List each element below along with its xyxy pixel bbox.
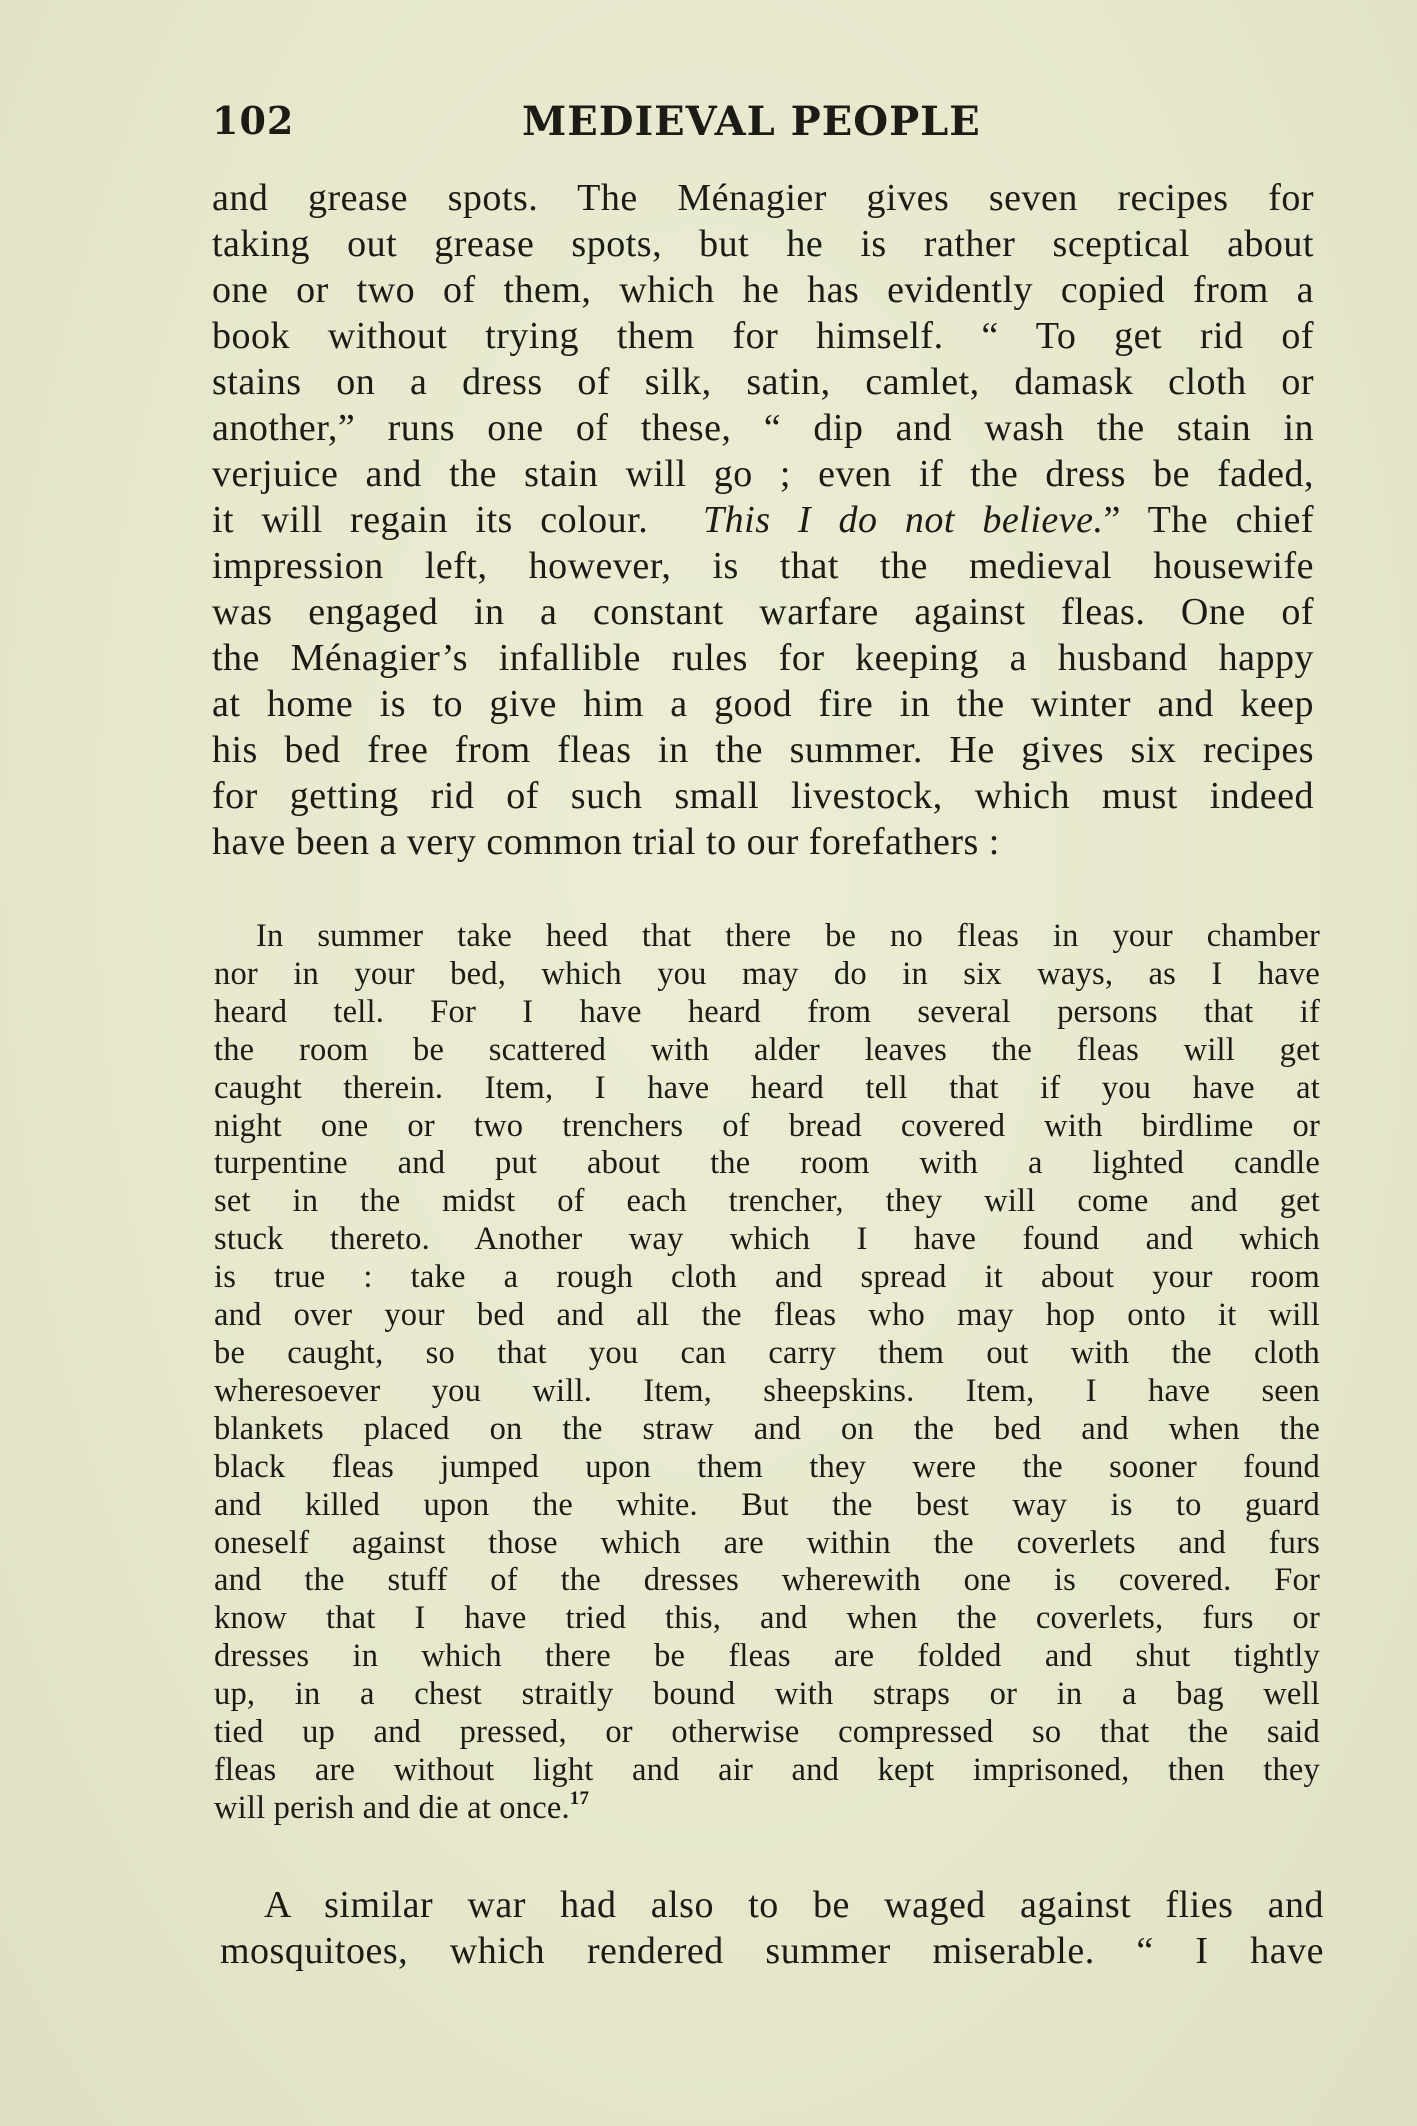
text-segment: will perish and die at once. bbox=[214, 1789, 570, 1826]
quote-line: blankets placed on the straw and on the bed and when the bbox=[214, 1410, 1320, 1447]
italic-phrase: This I do not believe. bbox=[703, 499, 1104, 541]
text-line: book without trying them for himself. “ To get rid of bbox=[212, 315, 1314, 357]
text-line: another,” runs one of these, “ dip and wash the stain in bbox=[212, 407, 1314, 449]
footnote-marker: 17 bbox=[569, 1787, 590, 1809]
text-line: A similar war had also to be waged against flies and bbox=[264, 1884, 1324, 1926]
quote-line: tied up and pressed, or otherwise compressed so that the said bbox=[214, 1714, 1320, 1751]
quote-line: wheresoever you will. Item, sheepskins. Item, I have seen bbox=[214, 1372, 1320, 1409]
text-line: taking out grease spots, but he is rather sceptical about bbox=[212, 223, 1314, 265]
quote-line: and over your bed and all the fleas who may hop onto it will bbox=[214, 1297, 1320, 1334]
text-line: have been a very common trial to our forefathers : bbox=[212, 821, 1000, 863]
quote-line: fleas are without light and air and kept imprisoned, then they bbox=[214, 1751, 1320, 1788]
body-paragraph-1 bbox=[212, 175, 1314, 865]
quote-line: up, in a chest straitly bound with straps or in a bag well bbox=[214, 1676, 1320, 1713]
text-segment: ” The chief bbox=[1103, 499, 1315, 541]
quote-line: dresses in which there be fleas are folded and shut tightly bbox=[214, 1638, 1320, 1675]
text-line: mosquitoes, which rendered summer miserable. “ I have bbox=[220, 1930, 1324, 1972]
quote-line: and killed upon the white. But the best way is to guard bbox=[214, 1486, 1320, 1523]
text-line: impression left, however, is that the medieval housewife bbox=[212, 545, 1314, 587]
quote-line-final bbox=[214, 1787, 1320, 1828]
page-number: 102 bbox=[212, 98, 295, 143]
quote-line: and the stuff of the dresses wherewith one is covered. For bbox=[214, 1562, 1320, 1599]
text-segment: it will regain its colour. bbox=[212, 499, 649, 541]
quote-line: black fleas jumped upon them they were the sooner found bbox=[214, 1448, 1320, 1485]
text-line: for getting rid of such small livestock, which must indeed bbox=[212, 775, 1314, 817]
text-line: one or two of them, which he has evidently copied from a bbox=[212, 269, 1314, 311]
body-paragraph-3 bbox=[220, 1882, 1324, 1974]
running-head: MEDIEVAL PEOPLE bbox=[522, 98, 981, 145]
quote-line: In summer take heed that there be no fleas in your chamber bbox=[256, 918, 1320, 954]
quote-line: set in the midst of each trencher, they will come and get bbox=[214, 1183, 1320, 1220]
text-line: and grease spots. The Ménagier gives seven recipes for bbox=[212, 177, 1314, 219]
page-header bbox=[212, 98, 1324, 158]
text-line-with-italic bbox=[212, 497, 1314, 543]
quote-line: night one or two trenchers of bread covered with birdlime or bbox=[214, 1107, 1320, 1144]
quote-line: is true : take a rough cloth and spread it about your room bbox=[214, 1259, 1320, 1296]
quote-line: be caught, so that you can carry them out with the cloth bbox=[214, 1334, 1320, 1371]
text-line: at home is to give him a good fire in the winter and keep bbox=[212, 683, 1314, 725]
quote-line: oneself against those which are within the coverlets and furs bbox=[214, 1524, 1320, 1561]
text-line: verjuice and the stain will go ; even if the dress be faded, bbox=[212, 453, 1314, 495]
text-line: stains on a dress of silk, satin, camlet, damask cloth or bbox=[212, 361, 1314, 403]
quote-line: turpentine and put about the room with a lighted candle bbox=[214, 1145, 1320, 1182]
text-line: the Ménagier’s infallible rules for keeping a husband happy bbox=[212, 637, 1314, 679]
text-line: his bed free from fleas in the summer. He gives six recipes bbox=[212, 729, 1314, 771]
quote-line: caught therein. Item, I have heard tell that if you have at bbox=[214, 1069, 1320, 1106]
quote-line: nor in your bed, which you may do in six ways, as I have bbox=[214, 955, 1320, 992]
text-line: was engaged in a constant warfare against fleas. One of bbox=[212, 591, 1314, 633]
block-quotation bbox=[214, 918, 1320, 1828]
quote-line: heard tell. For I have heard from several persons that if bbox=[214, 993, 1320, 1030]
quote-line: stuck thereto. Another way which I have found and which bbox=[214, 1221, 1320, 1258]
quote-line: know that I have tried this, and when the coverlets, furs or bbox=[214, 1600, 1320, 1637]
quote-line: the room be scattered with alder leaves the fleas will get bbox=[214, 1031, 1320, 1068]
